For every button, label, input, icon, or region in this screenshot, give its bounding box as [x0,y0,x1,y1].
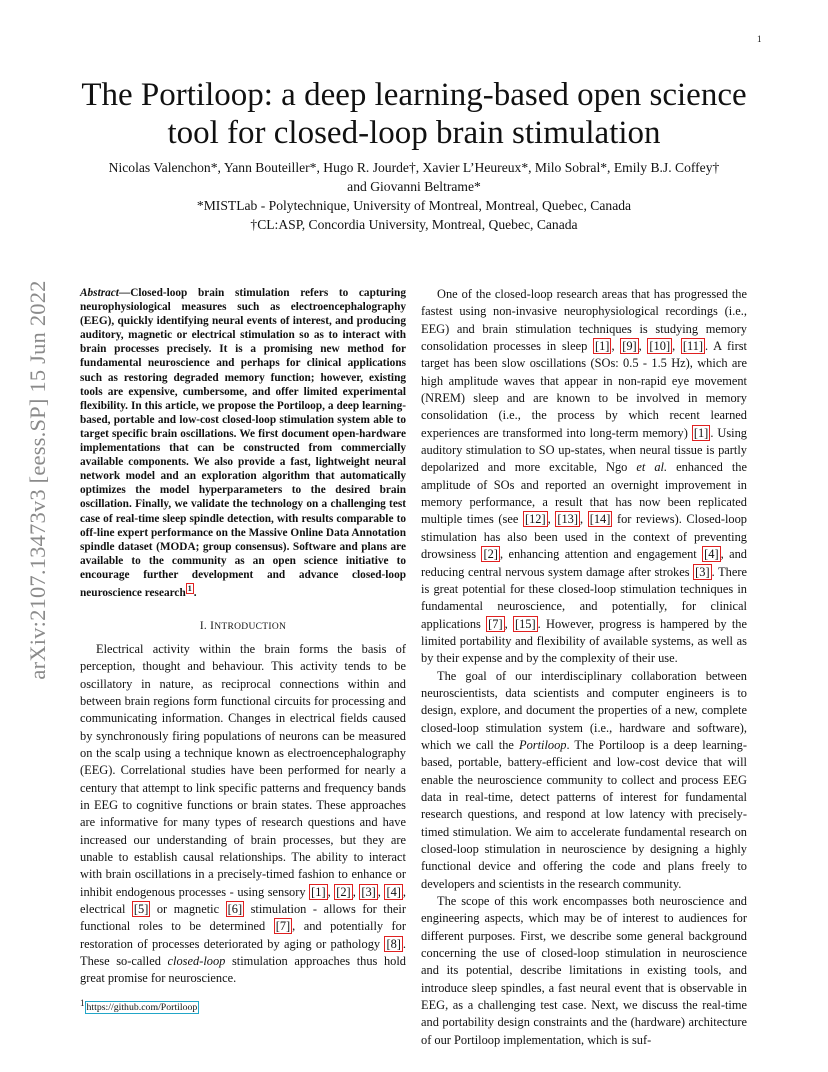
section-title-rest: NTRODUCTION [214,621,287,632]
text-run: . A first target has been slow oscillations (SOs: 0.5 - 1.5 Hz), which are high amplitude waves that appear in non-rapid eye movement (NREM) sleep and are known to be involved in memory consolidation (i.e., the process by which recent learned experiences are transformed into long-term memory) [421,339,747,440]
authors-line-2: and Giovanni Beltrame* [347,179,481,194]
citation-link[interactable]: [6] [227,901,243,916]
text-run: stimulation - allows for their functional roles to be determined [80,901,406,934]
text-run: One of the closed-loop research areas that has progressed the fastest using non-invasive neurophysiological recordings (i.e., EEG) and brain stimulation techniques is studying memory consolidation processes in sleep [421,287,747,354]
authors-line-1: Nicolas Valenchon*, Yann Bouteiller*, Hugo R. Jourde†, Xavier L’Heureux*, Milo Sobral*, Emily B.J. Coffey† [108,160,720,175]
citation-link[interactable]: [2] [336,884,351,899]
citation-link[interactable]: [12] [524,512,546,527]
citation-link[interactable]: [8] [386,936,401,951]
section-first-letter: I [210,619,215,632]
paper-title [0,76,828,152]
paragraph: One of the closed-loop research areas that has progressed the fastest using non-invasive neurophysiological recordings (i.e., EEG) and brain stimulation techniques is studying memory consolidation processes in sleep [1] , [9] , [10] , [11] . A first target has been slow oscillations (SOs: 0.5 - 1.5 Hz), which are high amplitude waves that appear in non-rapid eye movement (NREM) sleep and are known to be involved in memory consolidation (i.e., the process by which recent learned experiences are transformed into long-term memory) [1] . Using auditory stimulation to SO up-states, when neural tissue is partly depolarized and more excitable, Ngo et al. enhanced the amplitude of SOs and reported an overnight improvement in memory performance, a result that has now been replicated multiple times (see [12] , [13] , [14] for reviews). Closed-loop stimulation has also been used in the context of preventing drowsiness [2] , enhancing attention and engagement [4] , and reducing central nervous system damage after strokes [3] . There is great potential for these closed-loop stimulation techniques in fundamental neuroscience, and potentially, for clinical applications [7] , [15] . However, progress is hampered by the limited portability and flexibility of available systems, as well as by their expense and by the complexity of their use. [421,287,748,666]
paragraph [421,668,747,893]
text-run: . Using auditory stimulation to SO up-states, when neural tissue is partly depolarized and more excitable, Ngo [421,425,747,475]
abstract-dash: — [118,287,131,299]
citation-link[interactable]: [15] [514,616,536,631]
text-run: , enhancing attention and engagement [499,547,703,562]
text-run: Electrical activity within the brain forms the basis of perception, thought and behaviour. This activity tends to be oscillatory in nature, as reciprocal connections within and between brain regions form functional circuits for processing and communicating information. Changes in electrical fields caused by synchronously firing populations of neurons can be measured on the scalp using a technique known as electroencephalography (EEG). Correlational studies have been performed for nearly a century that attempt to link specific patterns and frequency bands in EEG to cognitive functions or brain states. These approaches are informative for many types of research questions and have increased our understanding of brain processes, but they are unable to establish causal relationships. The ability to interact with brain oscillations in a precisely-timed fashion to enhance or inhibit endogenous processes - using sensory [80,641,406,899]
page-number: 1 [757,34,762,44]
arxiv-identifier: arXiv:2107.13473v3 [eess.SP] 15 Jun 2022 [25,280,50,680]
abstract-end: . [193,586,197,599]
text-run: . There is great potential for these closed-loop stimulation techniques in fundamental neuroscience, and potentially, for clinical applications [421,564,747,631]
citation-link[interactable]: [4] [704,547,719,562]
citation-link[interactable]: [7] [488,616,503,631]
text-run: or magnetic [150,901,226,916]
affiliations [0,196,828,234]
right-column [421,286,747,1049]
introduction-body-left [80,641,406,988]
abstract-text: Closed-loop brain stimulation refers to capturing neurophysiological measures such as electroencephalography (EEG), quickly identifying neural events of interest, and producing auditory, magnetic or electrical stimulation so as to interact with brain processes precisely. It is a promising new method for fundamental neuroscience and perhaps for clinical applications such as restoring degraded memory function; however, existing tools are expensive, cumbersome, and offer limited experimental flexibility. In this article, we propose the Portiloop, a deep learning-based, portable and low-cost closed-loop stimulation system able to target specific brain oscillations. We first document open-hardware implementations that can be constructed from commercially available components. We also provide a fast, lightweight neural network model and an exploration algorithm that automatically optimizes the model hyperparameters to the desired brain oscillation. Finally, we validate the technology on a challenging test case of real-time sleep spindle detection, with results comparable to off-line expert performance on the Massive Online Data Annotation spindle dataset (MODA; group consensus). Software and plans are available to the community as an open science initiative to encourage further development and advance closed-loop neuroscience research [80,287,406,599]
left-column [80,286,406,988]
footnote-link[interactable]: 1 [187,583,192,593]
affiliation-mistlab: *MISTLab - Polytechnique, University of Montreal, Montreal, Quebec, Canada [196,198,632,213]
footnote [80,998,199,1013]
text-run: , and potentially for restoration of processes deteriorated by aging or pathology [80,919,406,951]
section-heading-introduction [80,620,406,632]
text-run: for reviews). Closed-loop stimulation has also been used in the context of preventing drowsiness [421,512,747,562]
abstract-label: Abstract [80,287,119,299]
paragraph: The scope of this work encompasses both neuroscience and engineering aspects, which may be of interest to audiences for different purposes. First, we describe some general background concerning the use of closed-loop stimulation in neuroscience and its potential, describe limitations in existing tools, and introduce sleep spindles, a fast neural event that is observable in EEG, as a challenging test case. Next, we discuss the real-time and portability design constraints and the (hardware) architecture of our Portiloop implementation, which is suf- [421,894,747,1047]
citation-link[interactable]: [4] [386,884,401,899]
author-list [0,158,828,196]
citation-link[interactable]: [7] [275,919,291,934]
citation-link[interactable]: [3] [695,564,710,579]
title-line-2: tool for closed-loop brain stimulation [167,115,661,151]
citation-link[interactable]: [11] [682,339,704,354]
footnote-url-link[interactable]: https://github.com/Portiloop [86,1002,198,1014]
citation-link[interactable]: [2] [483,547,498,562]
text-run: . The Portiloop is a deep learning-based, portable, battery-efficient and low-cost device that will enable the neuroscience community to collect and process EEG data in real-time, detect patterns of interest for fundamental research questions, and respond at low latency with precisely-timed stimulation. We aim to accelerate fundamental research on closed-loop stimulation in neuroscience by designing a highly functional device and offering the code and plans freely to developers and scientists in the research community. [421,737,747,891]
footnote-mark: 1 [80,998,85,1008]
citation-link[interactable]: [13] [557,512,578,527]
citation-link[interactable]: [9] [622,339,637,354]
italic-term: Portiloop [519,737,567,752]
affiliation-clasp: †CL:ASP, Concordia University, Montreal, Quebec, Canada [250,217,578,232]
abstract [80,286,406,600]
title-line-1: The Portiloop: a deep learning-based open science [81,77,747,113]
text-run: The goal of our interdisciplinary collaboration between neuroscientists, data scientists and computer engineers is to design, explore, and document the properties of a new, complete closed-loop stimulation system (i.e., hardware and software), which we call the [421,668,747,752]
text-run: . These so-called [80,936,406,969]
citation-link[interactable]: [5] [133,901,149,916]
text-run: enhanced the amplitude of SOs and reported an overnight improvement in memory performance, a result that has now been replicated multiple times (see [421,460,748,527]
italic-term: et al. [636,460,668,475]
section-numeral: I. [199,619,211,632]
citation-link[interactable]: [1] [311,884,326,899]
citation-link[interactable]: [3] [361,884,376,899]
text-run: , electrical [80,884,407,916]
introduction-body-right [421,286,747,1049]
italic-term: closed-loop [167,954,226,969]
text-run: stimulation approaches thus hold great promise for neuroscience. [80,954,406,986]
arxiv-sidebar [18,282,58,678]
citation-link[interactable]: [10] [649,339,671,354]
text-run: . However, progress is hampered by the limited portability and flexibility of available systems, as well as by their expense and by the complexity of their use. [421,616,747,666]
paragraph: Electrical activity within the brain forms the basis of perception, thought and behaviour. This activity tends to be oscillatory in nature, as reciprocal connections within and between brain regions form functional circuits for processing and communicating information. Changes in electrical fields caused by synchronously firing populations of neurons can be measured on the scalp using a technique known as electroencephalography (EEG). Correlational studies have been performed for nearly a century that attempt to link specific patterns and frequency bands in EEG to cognitive functions or brain states. These approaches are informative for many types of research questions and have increased our understanding of brain processes, but they are unable to establish causal relationships. The ability to interact with brain oscillations in a precisely-timed fashion to enhance or inhibit endogenous processes - using sensory [1] , [2] , [3] , [4] , electrical [5] or magnetic [6] stimulation - allows for their functional roles to be determined [7] , and potentially for restoration of processes deteriorated by aging or pathology [8] . These so-called closed-loop stimulation approaches thus hold great promise for neuroscience. [80,641,407,986]
citation-link[interactable]: [1] [693,425,709,440]
text-run: , and reducing central nervous system damage after strokes [421,547,747,579]
citation-link[interactable]: [14] [589,512,611,527]
citation-link[interactable]: [1] [594,339,610,354]
